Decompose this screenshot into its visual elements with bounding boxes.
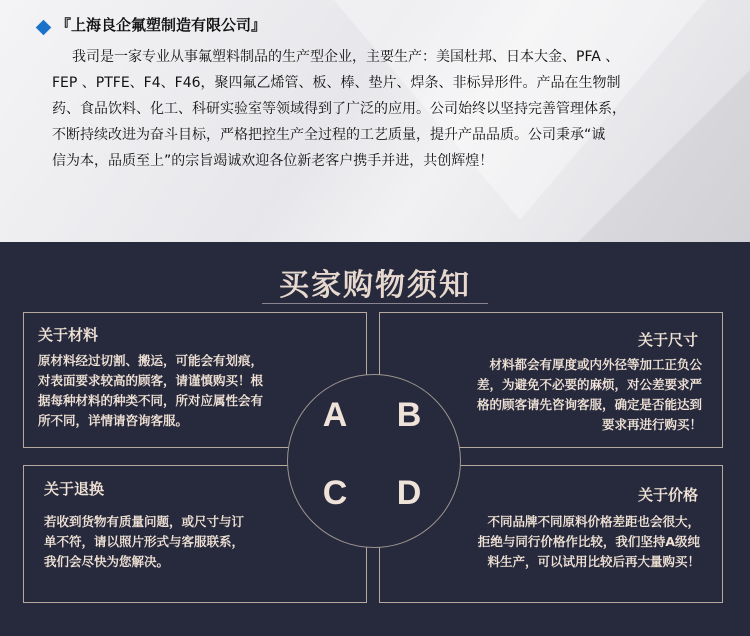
letter-a: A: [322, 396, 348, 434]
box-text: 原材料经过切割、搬运，可能会有划痕， 对表面要求较高的顾客，请谨慎购买！根 据每种材料的种类不同，所对应属性会有 所不同，详情请咨询客服。: [38, 353, 264, 428]
box-title: 关于退换: [44, 480, 105, 498]
letter-c: C: [322, 474, 348, 512]
notice-heading: 买家购物须知: [279, 268, 471, 303]
center-circle: [287, 374, 461, 548]
heading-underline: [262, 303, 488, 304]
intro-line: 不断持续改进为奋斗目标，严格把控生产全过程的工艺质量，提升产品品质。公司秉承“诚: [52, 127, 606, 143]
company-intro-text: [52, 44, 732, 174]
intro-line: 我司是一家专业从事氟塑料制品的生产型企业，主要生产：美国杜邦、日本大金、PFA 、: [72, 49, 620, 65]
box-title: 关于材料: [38, 326, 99, 344]
intro-line: 信为本，品质至上”的宗旨竭诚欢迎各位新老客户携手并进，共创辉煌！: [52, 153, 494, 169]
box-title: 关于尺寸: [637, 331, 698, 349]
intro-line: FEP 、PTFE、F4、F46，聚四氟乙烯管、板、棒、垫片、焊条、非标异形件。产品在生物制: [52, 75, 621, 91]
intro-line: 药、食品饮料、化工、科研实验室等领域得到了广泛的应用。公司始终以坚持完善管理体系，: [52, 101, 626, 117]
box-text: 不同品牌不同原料价格差距也会很大， 拒绝与同行价格作比较，我们坚持A级纯 料生产，可以试用比较后再大量购买！: [477, 514, 700, 569]
letter-b: B: [396, 396, 422, 434]
letter-d: D: [396, 474, 422, 512]
box-text: 材料都会有厚度或内外径等加工正负公 差，为避免不必要的麻烦，对公差要求严 格的顾客请先咨询客服，确定是否能达到 要求再进行购买！: [476, 357, 702, 432]
box-text: 若收到货物有质量问题，或尺寸与订 单不符，请以照片形式与客服联系， 我们会尽快为您解决。: [44, 514, 245, 569]
company-title: 『上海良企氟塑制造有限公司』: [56, 16, 267, 34]
box-title: 关于价格: [637, 486, 698, 504]
